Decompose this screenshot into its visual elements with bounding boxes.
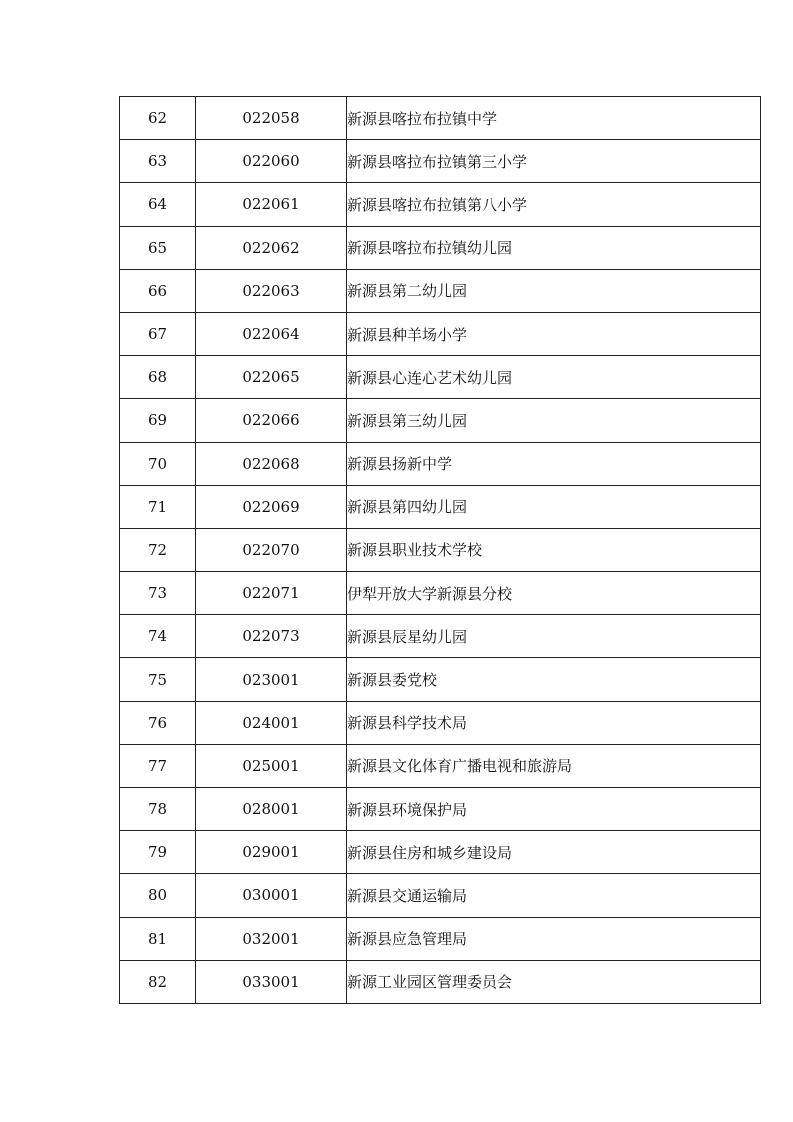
table-row (120, 442, 761, 485)
unit-code: 022069 (196, 485, 347, 528)
row-index: 70 (120, 442, 196, 485)
table-row (120, 572, 761, 615)
row-index: 67 (120, 312, 196, 355)
unit-name: 新源县辰星幼儿园 (347, 615, 761, 658)
unit-code: 023001 (196, 658, 347, 701)
unit-name: 新源县喀拉布拉镇第三小学 (347, 140, 761, 183)
row-index: 63 (120, 140, 196, 183)
row-index: 71 (120, 485, 196, 528)
row-index: 78 (120, 788, 196, 831)
table-row (120, 399, 761, 442)
row-index: 74 (120, 615, 196, 658)
unit-name: 新源县心连心艺术幼儿园 (347, 356, 761, 399)
table-row (120, 960, 761, 1003)
unit-code: 032001 (196, 917, 347, 960)
table-row (120, 788, 761, 831)
table-row (120, 97, 761, 140)
unit-code: 022060 (196, 140, 347, 183)
row-index: 82 (120, 960, 196, 1003)
unit-name: 新源县喀拉布拉镇第八小学 (347, 183, 761, 226)
table-row (120, 356, 761, 399)
unit-name: 新源县住房和城乡建设局 (347, 831, 761, 874)
unit-name: 新源县扬新中学 (347, 442, 761, 485)
unit-code: 025001 (196, 744, 347, 787)
unit-name: 新源县喀拉布拉镇幼儿园 (347, 226, 761, 269)
table-row (120, 485, 761, 528)
row-index: 62 (120, 97, 196, 140)
unit-name: 新源县文化体育广播电视和旅游局 (347, 744, 761, 787)
unit-code: 030001 (196, 874, 347, 917)
unit-name: 新源县应急管理局 (347, 917, 761, 960)
table-row (120, 226, 761, 269)
table-row (120, 701, 761, 744)
row-index: 77 (120, 744, 196, 787)
row-index: 64 (120, 183, 196, 226)
row-index: 65 (120, 226, 196, 269)
table-row (120, 744, 761, 787)
table-row (120, 140, 761, 183)
unit-code: 022061 (196, 183, 347, 226)
unit-name: 新源县种羊场小学 (347, 312, 761, 355)
unit-name: 伊犁开放大学新源县分校 (347, 572, 761, 615)
table-row (120, 917, 761, 960)
unit-name: 新源县委党校 (347, 658, 761, 701)
unit-code: 022063 (196, 269, 347, 312)
unit-name: 新源工业园区管理委员会 (347, 960, 761, 1003)
unit-name: 新源县第三幼儿园 (347, 399, 761, 442)
row-index: 69 (120, 399, 196, 442)
unit-code: 022058 (196, 97, 347, 140)
unit-name: 新源县喀拉布拉镇中学 (347, 97, 761, 140)
row-index: 66 (120, 269, 196, 312)
table-row (120, 312, 761, 355)
unit-name: 新源县职业技术学校 (347, 528, 761, 571)
unit-code: 022066 (196, 399, 347, 442)
unit-name: 新源县第四幼儿园 (347, 485, 761, 528)
table-row (120, 831, 761, 874)
units-table (119, 96, 761, 1004)
row-index: 79 (120, 831, 196, 874)
unit-code: 022064 (196, 312, 347, 355)
unit-name: 新源县交通运输局 (347, 874, 761, 917)
row-index: 72 (120, 528, 196, 571)
row-index: 80 (120, 874, 196, 917)
unit-code: 033001 (196, 960, 347, 1003)
unit-code: 022071 (196, 572, 347, 615)
table-row (120, 528, 761, 571)
table-row (120, 658, 761, 701)
unit-code: 029001 (196, 831, 347, 874)
row-index: 73 (120, 572, 196, 615)
unit-code: 022062 (196, 226, 347, 269)
unit-name: 新源县科学技术局 (347, 701, 761, 744)
row-index: 81 (120, 917, 196, 960)
table-row (120, 874, 761, 917)
row-index: 76 (120, 701, 196, 744)
table-row (120, 615, 761, 658)
unit-name: 新源县环境保护局 (347, 788, 761, 831)
unit-code: 022068 (196, 442, 347, 485)
row-index: 75 (120, 658, 196, 701)
unit-code: 022065 (196, 356, 347, 399)
unit-code: 024001 (196, 701, 347, 744)
unit-name: 新源县第二幼儿园 (347, 269, 761, 312)
unit-code: 022070 (196, 528, 347, 571)
units-table-body (120, 97, 761, 1004)
unit-code: 022073 (196, 615, 347, 658)
unit-code: 028001 (196, 788, 347, 831)
table-row (120, 269, 761, 312)
table-row (120, 183, 761, 226)
row-index: 68 (120, 356, 196, 399)
